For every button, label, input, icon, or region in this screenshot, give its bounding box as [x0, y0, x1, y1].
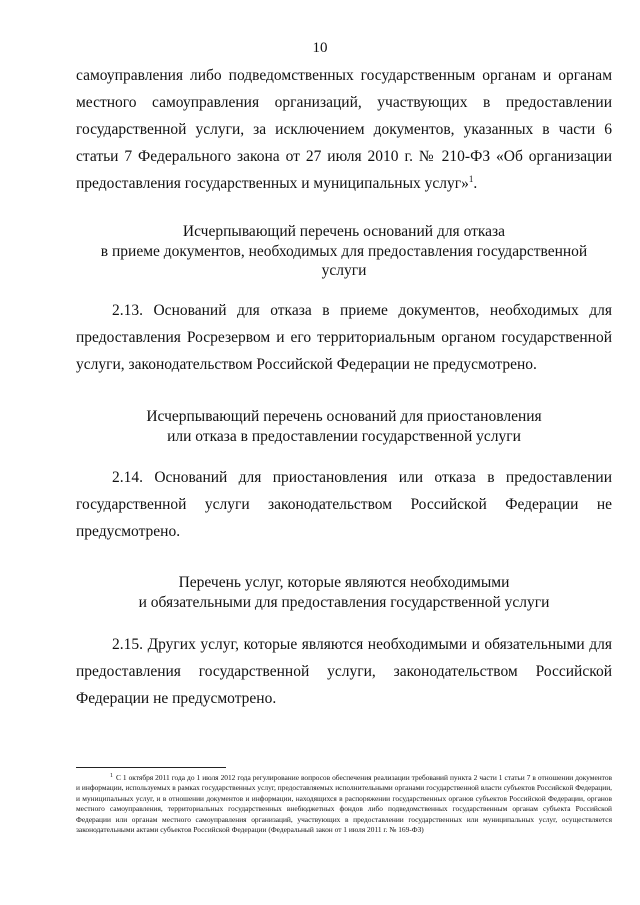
heading-line: и обязательными для предоставления государственной услуги	[138, 593, 550, 611]
heading-line: Исчерпывающий перечень оснований для отказа	[182, 223, 506, 240]
footnote-reference[interactable]: 1	[468, 173, 474, 184]
section-heading-refusal-acceptance	[76, 222, 612, 281]
section-heading-required-services	[76, 573, 612, 612]
paragraph-2-13: 2.13. Оснований для отказа в приеме документов, необходимых для предоставления Росрезервом и его территориальным органом государственной услуги, законодательством Российской Федерации не предусмотрено.	[76, 302, 612, 373]
heading-line: Исчерпывающий перечень оснований для приостановления	[146, 408, 542, 425]
paragraph-2-15: 2.15. Других услуг, которые являются необходимыми и обязательными для предоставления государственной услуги, законодательством Российской Федерации не предусмотрено.	[76, 636, 612, 707]
footnote-mark: 1	[110, 772, 113, 779]
paragraph-2-14: 2.14. Оснований для приостановления или отказа в предоставлении государственной услуги законодательством Российской Федерации не предусмотрено.	[76, 469, 612, 540]
intro-paragraph	[76, 62, 612, 197]
heading-line: услуги	[321, 262, 367, 279]
footnote	[76, 773, 612, 835]
footnote-text: С 1 октября 2011 года до 1 июля 2012 года регулирование вопросов обеспечения реализации требований пункта 2 части 1 статьи 7 в отношении документов и информации, используемых в рамках государственных услуг, предоставляемых исполнительными органами государственной власти субъектов Российской Федерации, и муниципальных услуг, и в отношении документов и информации, находящихся в распоряжении государственных органов субъектов Российской Федерации, органов местного самоуправления, территориальных государственных внебюджетных фондов либо подведомственных государственным органам субъекта Российской Федерации или органам местного самоуправления организаций, участвующих в предоставлении государственных или муниципальных услуг, осуществляется законодательными актами субъектов Российской Федерации (Федеральный закон от 1 июля 2011 г. № 169-ФЗ)	[76, 773, 612, 835]
heading-line: в приеме документов, необходимых для предоставления государственной	[100, 242, 588, 260]
page-number: 10	[312, 40, 328, 56]
footnote-divider	[76, 767, 226, 768]
heading-line: или отказа в предоставлении государственной услуги	[167, 427, 521, 445]
intro-paragraph-end: .	[473, 175, 478, 192]
heading-line: Перечень услуг, которые являются необходимыми	[178, 574, 510, 591]
intro-paragraph-text: самоуправления либо подведомственных государственным органам и органам местного самоуправления организаций, участвующих в предоставлении государственной услуги, за исключением документов, указанных в части 6 статьи 7 Федерального закона от 27 июля 2010 г. № 210-ФЗ «Об организации предоставления государственных и муниципальных услуг»	[76, 67, 612, 192]
section-heading-suspension-refusal	[76, 407, 612, 446]
